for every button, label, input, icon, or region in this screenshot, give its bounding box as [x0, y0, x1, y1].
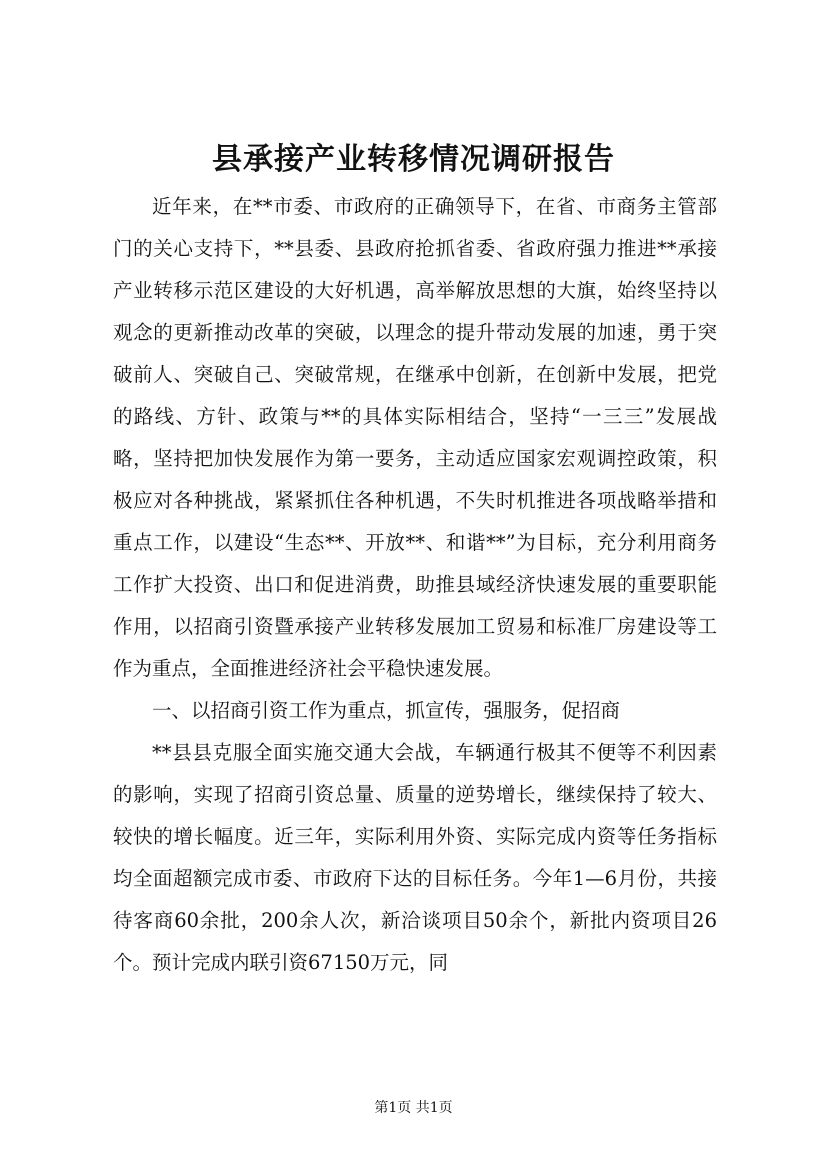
- intro-paragraph: 近年来，在**市委、市政府的正确领导下，在省、市商务主管部门的关心支持下，**县委、县政府抢抓省委、省政府强力推进**承接产业转移示范区建设的大好机遇，高举解放思想的大旗，始终坚持以观念的更新推动改革的突破，以理念的提升带动发展的加速，勇于突破前人、突破自己、突破常规，在继承中创新，在创新中发展，把党的路线、方针、政策与**的具体实际相结合，坚持“一三三”发展战略，坚持把加快发展作为第一要务，主动适应国家宏观调控政策，积极应对各种挑战，紧紧抓住各种机遇，不失时机推进各项战略举措和重点工作，以建设“生态**、开放**、和谐**”为目标，充分利用商务工作扩大投资、出口和促进消费，助推县域经济快速发展的重要职能作用，以招商引资暨承接产业转移发展加工贸易和标准厂房建设等工作为重点，全面推进经济社会平稳快速发展。: [113, 195, 717, 680]
- section-heading: 一、以招商引资工作为重点，抓宣传，强服务，促招商: [152, 699, 621, 722]
- page-footer: 第1页 共1页: [374, 1100, 453, 1116]
- section-paragraph: **县县克服全面实施交通大会战，车辆通行极其不便等不利因素的影响，实现了招商引资总量、质量的逆势增长，继续保持了较大、较快的增长幅度。近三年，实际利用外资、实际完成内资等任务指标均全面超额完成市委、市政府下达的目标任务。今年1—6月份，共接待客商60余批，200余人次，新洽谈项目50余个，新批内资项目26个。预计完成内联引资67150万元，同: [113, 741, 717, 974]
- document-body: [113, 186, 717, 984]
- document-title: 县承接产业转移情况调研报告: [212, 142, 615, 177]
